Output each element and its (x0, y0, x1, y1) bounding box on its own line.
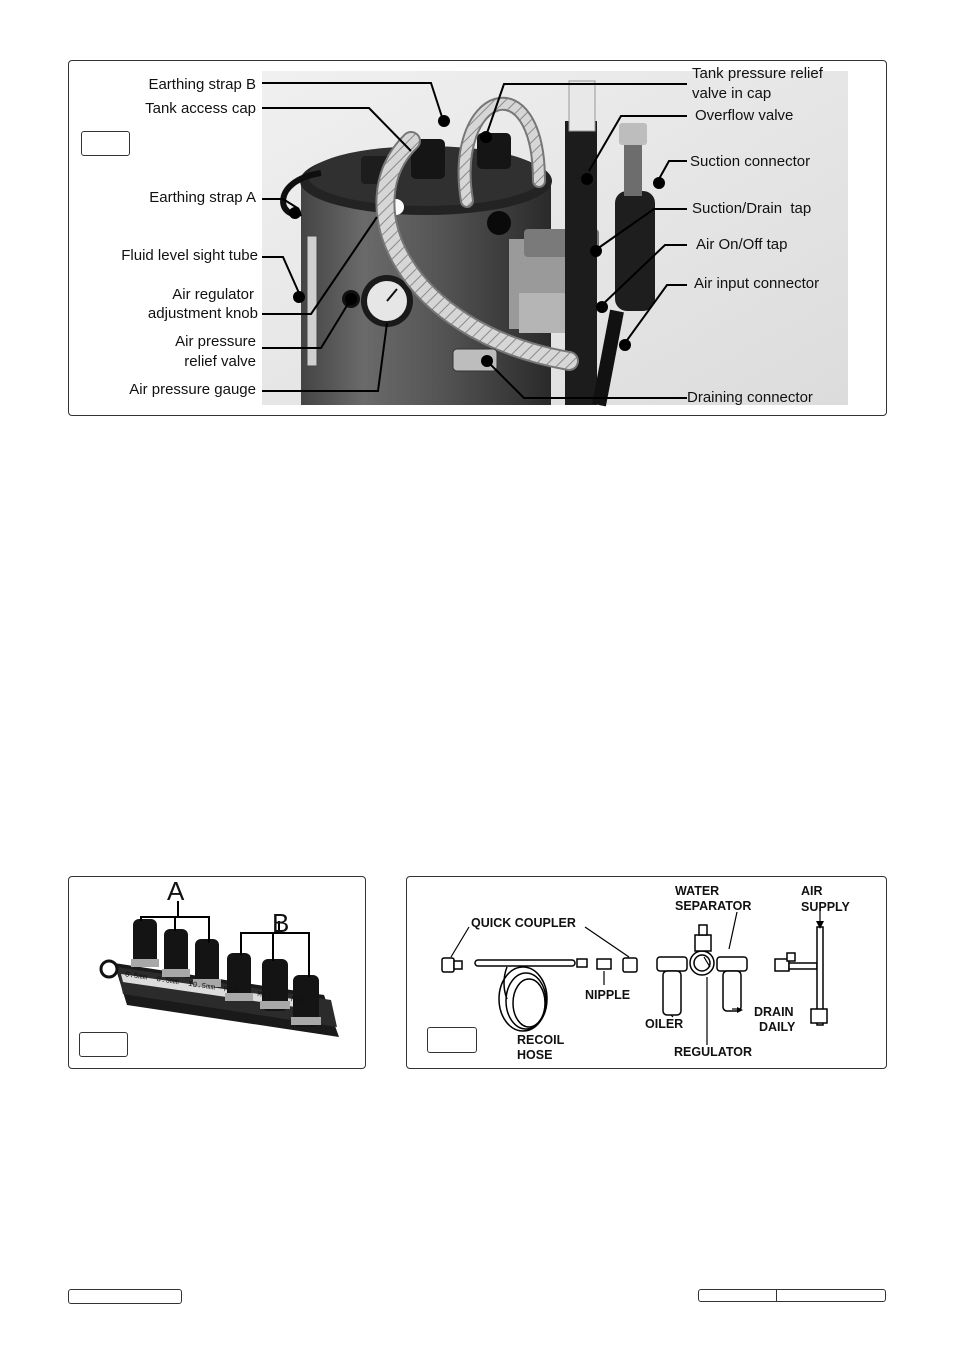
label-tank-pressure-relief-line1: Tank pressure relief (692, 65, 823, 82)
footer-right-divider (776, 1290, 777, 1301)
label-drain-daily-line2: DAILY (759, 1020, 796, 1034)
adaptor-label-10-5mm: 10.5mm (187, 980, 216, 993)
label-recoil-hose-line2: HOSE (517, 1048, 553, 1062)
figure-3-panel (406, 876, 887, 1069)
label-overflow-valve: Overflow valve (695, 107, 794, 124)
label-fluid-level-sight-tube: Fluid level sight tube (121, 247, 258, 264)
label-oiler: OILER (645, 1017, 684, 1031)
label-water-separator-line1: WATER (675, 884, 720, 898)
adaptor-label-m10: M10 (223, 986, 238, 996)
label-air-regulator-line1: Air regulator (172, 286, 254, 303)
adaptor-block-illustration (69, 877, 365, 1068)
label-draining-connector: Draining connector (687, 389, 813, 406)
group-a-label: A (167, 876, 185, 906)
label-air-pressure-relief-line1: Air pressure (175, 333, 256, 350)
adaptor-label-8-5mm: 8.5mm (155, 975, 180, 988)
label-quick-coupler: QUICK COUPLER (471, 916, 576, 930)
label-air-regulator-line2: adjustment knob (147, 305, 258, 322)
label-earthing-strap-a: Earthing strap A (149, 189, 256, 206)
label-air-pressure-relief-line2: relief valve (184, 353, 256, 370)
label-air-supply-line1: AIR (801, 884, 823, 898)
label-suction-drain-tap: Suction/Drain tap (692, 200, 812, 217)
group-b-label: B (272, 908, 290, 938)
label-nipple: NIPPLE (585, 988, 631, 1002)
label-tank-access-cap: Tank access cap (145, 100, 256, 117)
footer-right-box (698, 1289, 886, 1302)
adaptor-label-m14: M14 (290, 996, 305, 1006)
label-water-separator-line2: SEPARATOR (675, 899, 752, 913)
adaptor-label-6-5mm: 6.5mm (124, 971, 148, 983)
label-air-pressure-gauge: Air pressure gauge (129, 381, 256, 398)
label-tank-pressure-relief-line2: valve in cap (692, 85, 772, 102)
label-earthing-strap-b: Earthing strap B (148, 76, 256, 93)
label-drain-daily-line1: DRAIN (754, 1005, 794, 1019)
label-air-on-off-tap: Air On/Off tap (696, 236, 788, 253)
adaptor-label-m12: M12 (256, 991, 272, 1001)
label-recoil-hose-line1: RECOIL (517, 1033, 565, 1047)
figure-1-panel (68, 60, 887, 416)
label-suction-connector: Suction connector (690, 153, 811, 170)
figure-2-panel (68, 876, 366, 1069)
label-regulator: REGULATOR (674, 1045, 753, 1059)
footer-left-box (68, 1289, 182, 1304)
label-air-input-connector: Air input connector (694, 275, 820, 292)
label-air-supply-line2: SUPPLY (801, 900, 850, 914)
